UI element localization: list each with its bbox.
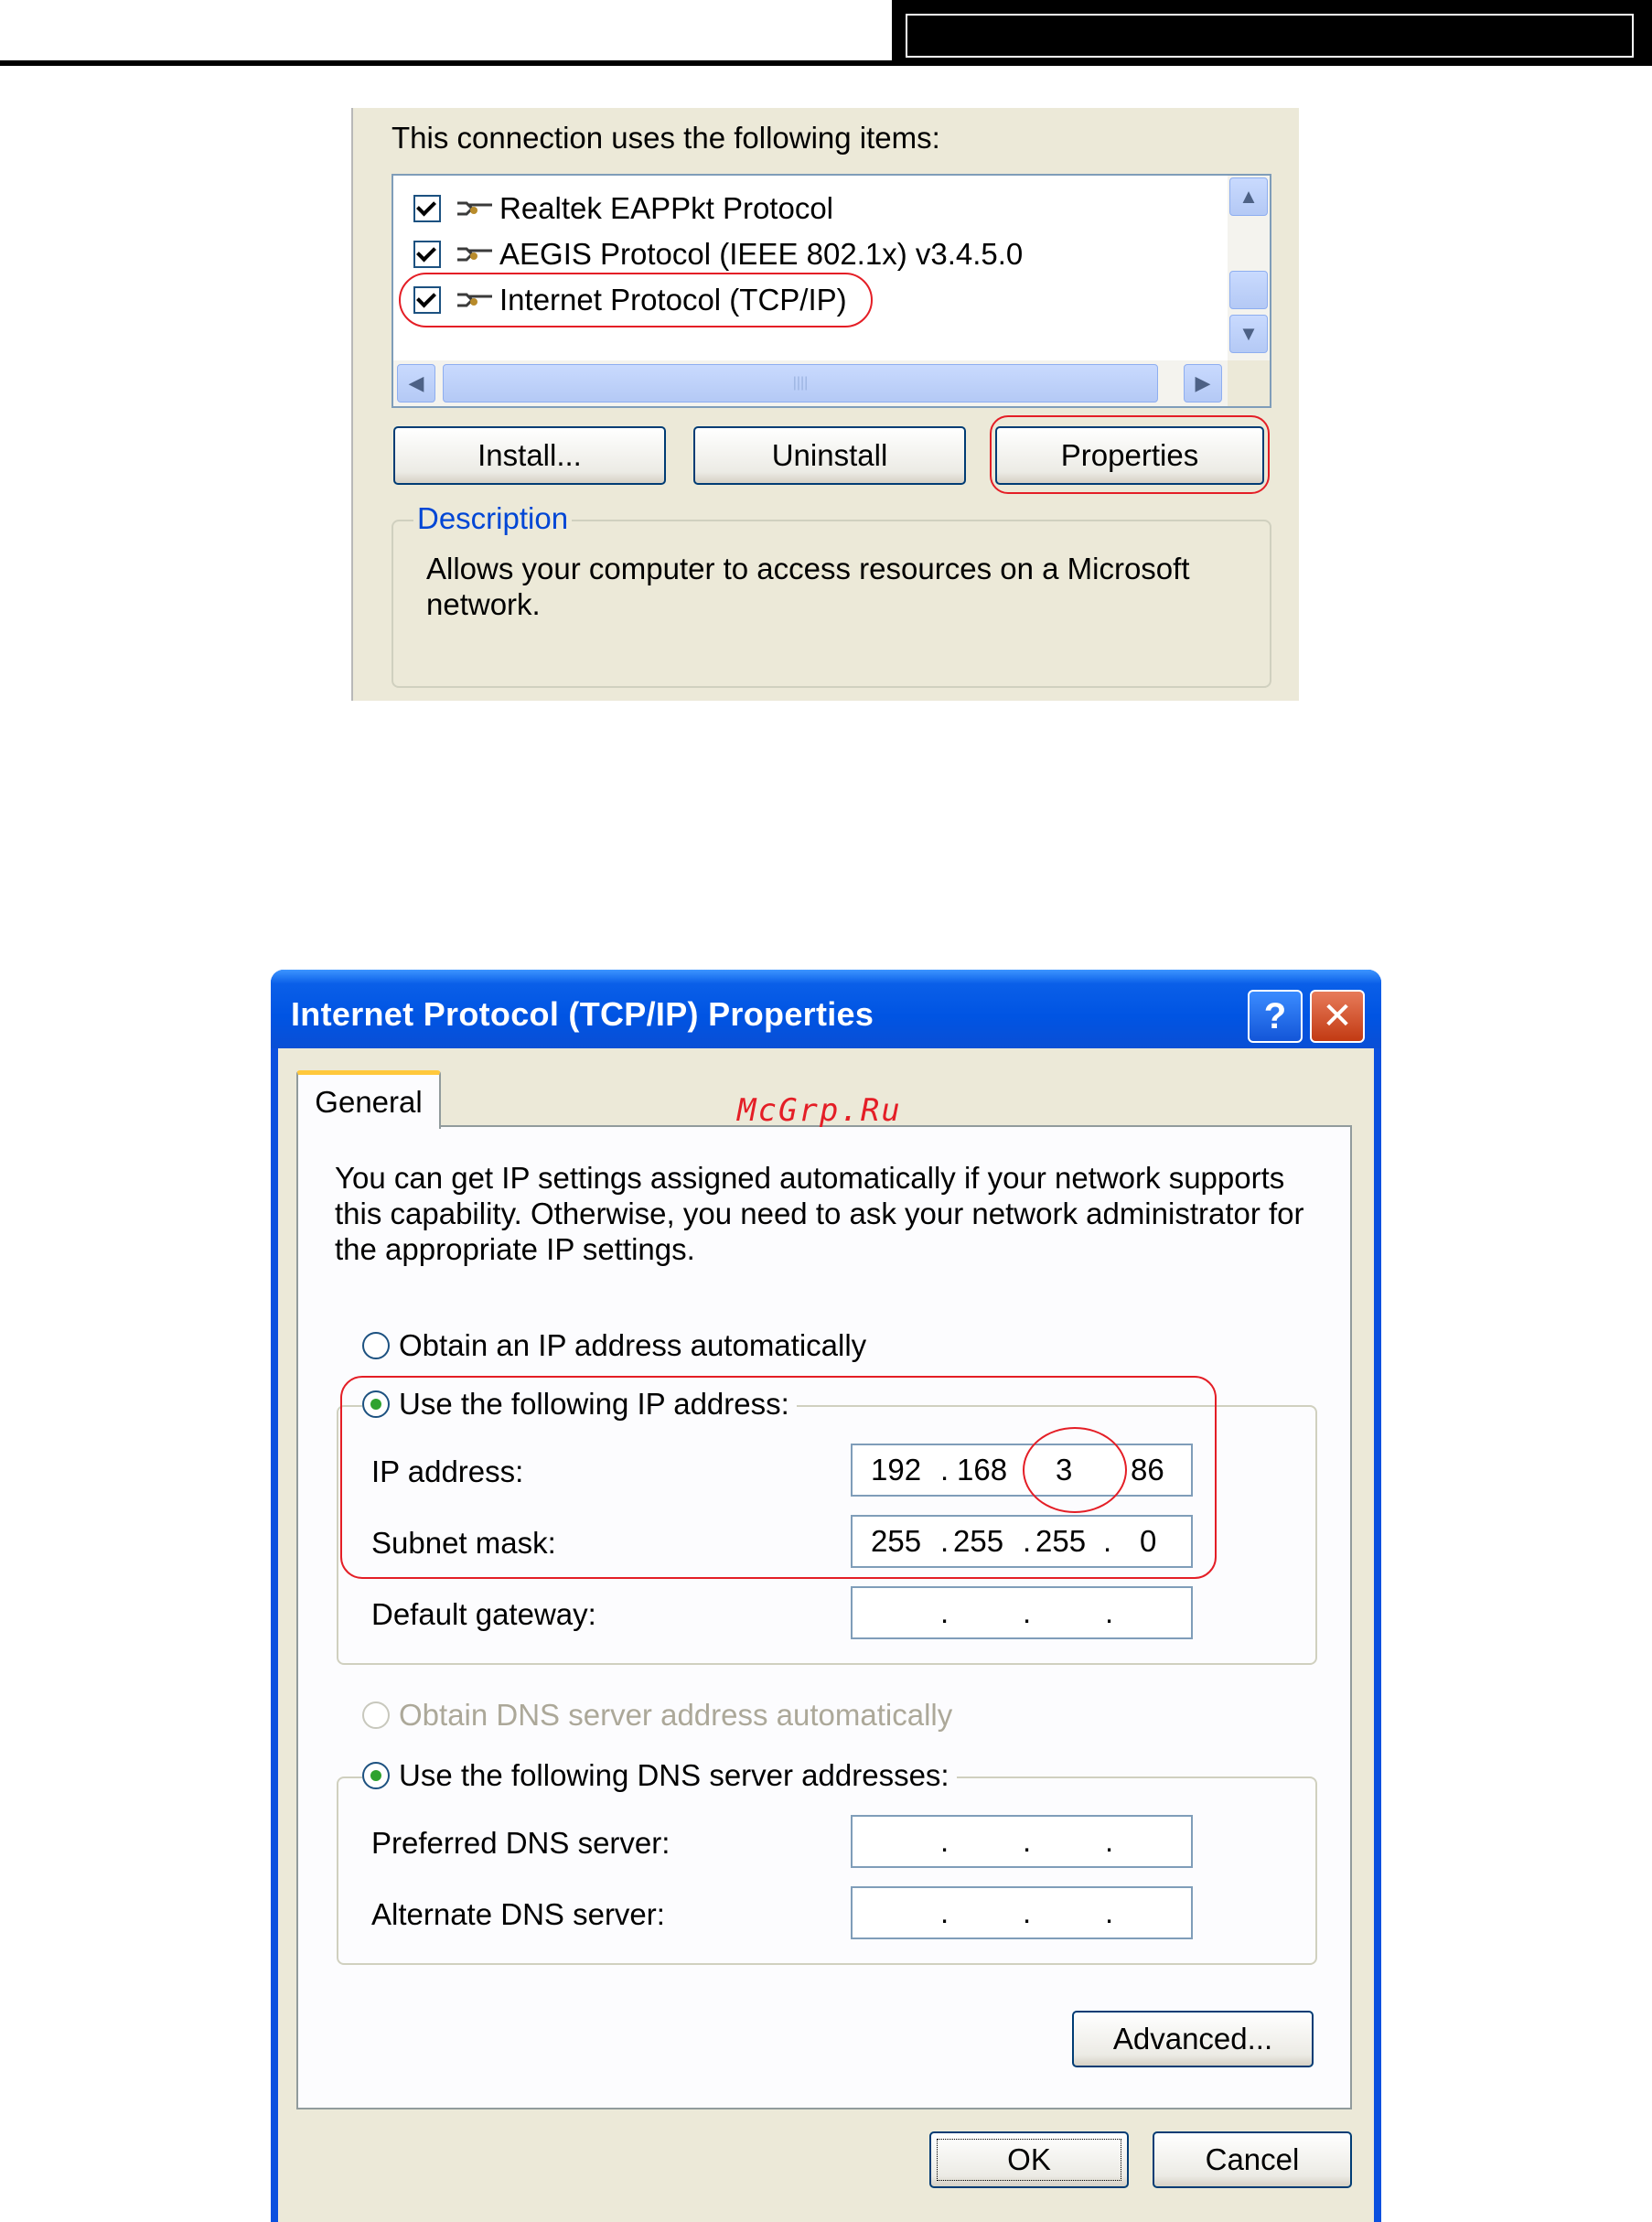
octet-dot: . [1023, 1595, 1032, 1629]
list-item-label: Internet Protocol (TCP/IP) [499, 283, 847, 317]
octet-2: 168 [957, 1453, 1008, 1487]
dialog-title: Internet Protocol (TCP/IP) Properties [291, 995, 874, 1033]
obtain-dns-auto-radio[interactable] [362, 1701, 390, 1729]
subnet-mask-label: Subnet mask: [371, 1526, 556, 1560]
header-block-frame [906, 14, 1634, 58]
list-item-label: Realtek EAPPkt Protocol [499, 191, 833, 225]
connection-items-label: This connection uses the following items: [392, 121, 940, 155]
alternate-dns-field[interactable] [851, 1886, 1193, 1939]
watermark: McGrp.Ru [737, 1092, 902, 1129]
highlight-third-octet [1023, 1427, 1127, 1513]
octet-dot: . [1105, 1824, 1114, 1858]
ip-address-label: IP address: [371, 1454, 524, 1488]
octet-dot: . [1023, 1524, 1032, 1558]
install-button[interactable]: Install... [393, 426, 666, 485]
scroll-thumb[interactable] [1229, 271, 1268, 309]
network-protocol-icon [454, 198, 494, 220]
octet-4: 86 [1131, 1453, 1164, 1487]
use-dns-manual-radio[interactable] [362, 1762, 390, 1789]
preferred-dns-label: Preferred DNS server: [371, 1826, 670, 1860]
octet-dot: . [940, 1824, 949, 1858]
focus-rectangle [937, 2139, 1121, 2181]
octet-dot: . [1023, 1895, 1032, 1929]
ok-button[interactable] [929, 2131, 1129, 2188]
octet-3: 3 [1056, 1453, 1073, 1487]
help-button[interactable] [1248, 990, 1303, 1043]
octet-dot: . [940, 1524, 949, 1558]
close-button[interactable] [1310, 990, 1365, 1043]
default-gateway-field[interactable] [851, 1586, 1193, 1639]
network-protocol-icon [454, 243, 494, 265]
scroll-right-button[interactable]: ▶ [1184, 364, 1222, 403]
use-ip-manual-label: Use the following IP address: [399, 1387, 789, 1421]
use-dns-manual-label: Use the following DNS server addresses: [399, 1758, 949, 1792]
octet-dot: . [940, 1895, 949, 1929]
octet-1: 255 [871, 1524, 922, 1558]
list-item[interactable] [413, 188, 833, 229]
scrollbar-corner [1228, 360, 1270, 406]
properties-button[interactable]: Properties [995, 426, 1264, 485]
octet-4: 0 [1140, 1524, 1157, 1558]
alternate-dns-label: Alternate DNS server: [371, 1897, 665, 1931]
scroll-left-button[interactable]: ◀ [397, 364, 435, 403]
obtain-ip-auto-radio[interactable] [362, 1332, 390, 1359]
octet-dot: . [1103, 1524, 1112, 1558]
uninstall-button[interactable]: Uninstall [693, 426, 966, 485]
octet-dot: . [940, 1453, 949, 1487]
list-item[interactable] [413, 234, 1023, 274]
obtain-ip-auto-option[interactable] [362, 1328, 874, 1363]
header-rule [0, 60, 892, 66]
ok-button-label: OK [1007, 2142, 1051, 2176]
highlight-tcpip-item [399, 273, 873, 327]
list-item-label: AEGIS Protocol (IEEE 802.1x) v3.4.5.0 [499, 237, 1024, 271]
obtain-dns-auto-label: Obtain DNS server address automatically [399, 1698, 953, 1732]
octet-dot: . [940, 1595, 949, 1629]
octet-1: 192 [871, 1453, 922, 1487]
obtain-dns-auto-option[interactable] [362, 1698, 960, 1733]
scroll-down-button[interactable]: ▼ [1229, 315, 1268, 353]
default-gateway-label: Default gateway: [371, 1597, 596, 1631]
octet-dot: . [1023, 1824, 1032, 1858]
item-checkbox[interactable] [413, 195, 441, 222]
octet-dot: . [1105, 1595, 1114, 1629]
horizontal-scrollbar[interactable] [393, 360, 1229, 406]
highlight-properties-button [990, 415, 1270, 494]
scroll-up-button[interactable]: ▲ [1229, 177, 1268, 216]
advanced-button[interactable]: Advanced... [1072, 2011, 1314, 2067]
cancel-button[interactable]: Cancel [1153, 2131, 1352, 2188]
description-legend: Description [413, 501, 572, 536]
tab-general[interactable]: General [296, 1070, 441, 1129]
close-icon: ✕ [1322, 996, 1353, 1036]
intro-text: You can get IP settings assigned automatically if your network supports this capability. Otherwise, you need to ask your network administrator for the appropriate IP settings. [335, 1161, 1304, 1266]
scroll-thumb-horizontal[interactable]: |||| [443, 364, 1158, 403]
vertical-scrollbar[interactable] [1228, 176, 1270, 360]
item-checkbox[interactable] [413, 241, 441, 268]
preferred-dns-field[interactable] [851, 1815, 1193, 1868]
octet-3: 255 [1035, 1524, 1087, 1558]
obtain-ip-auto-label: Obtain an IP address automatically [399, 1328, 867, 1362]
octet-dot: . [1105, 1895, 1114, 1929]
description-text: Allows your computer to access resources on a Microsoft network. [426, 552, 1190, 621]
octet-2: 255 [953, 1524, 1004, 1558]
use-dns-manual-option[interactable] [362, 1758, 957, 1793]
help-icon: ? [1263, 995, 1287, 1036]
